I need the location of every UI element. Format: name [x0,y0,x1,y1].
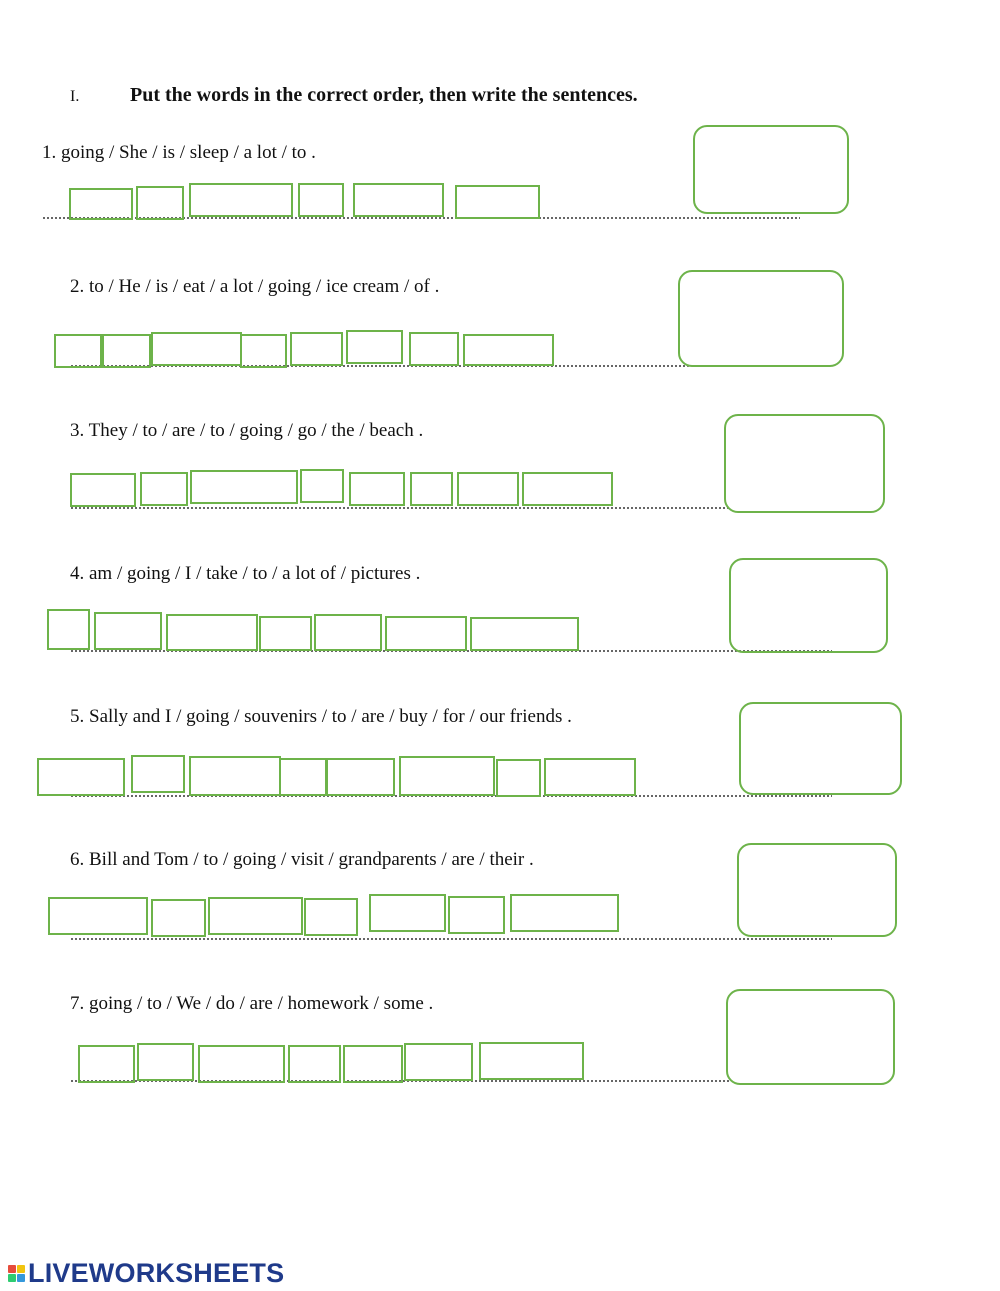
word-slot-3-6[interactable] [410,472,453,506]
question-7-text: 7. going / to / We / do / are / homework / some . [70,993,434,1014]
word-slot-2-4[interactable] [240,334,287,368]
word-slot-7-1[interactable] [78,1045,135,1083]
word-slot-7-5[interactable] [343,1045,403,1083]
logo-text: LIVEWORKSHEETS [28,1258,285,1288]
answer-box-7[interactable] [726,989,895,1085]
word-slot-2-1[interactable] [54,334,102,368]
word-slot-5-5[interactable] [326,758,395,796]
word-slot-6-3[interactable] [208,897,303,935]
word-slot-1-3[interactable] [189,183,293,217]
answer-box-3[interactable] [724,414,885,513]
word-slot-5-7[interactable] [496,759,541,797]
section-number: I. [70,88,80,105]
question-1-text: 1. going / She / is / sleep / a lot / to . [42,142,316,163]
word-slot-3-3[interactable] [190,470,298,504]
question-4-text: 4. am / going / I / take / to / a lot of / pictures . [70,563,421,584]
word-slot-3-5[interactable] [349,472,405,506]
word-slot-2-3[interactable] [151,332,242,366]
word-slot-1-2[interactable] [136,186,184,220]
word-slot-3-1[interactable] [70,473,136,507]
word-slot-7-3[interactable] [198,1045,285,1083]
answer-line-3 [70,506,730,510]
liveworksheets-logo [8,1258,284,1289]
word-slot-4-3[interactable] [166,614,258,651]
word-slot-1-6[interactable] [455,185,540,219]
word-slot-6-1[interactable] [48,897,148,935]
word-slot-6-6[interactable] [448,896,505,934]
word-slot-2-7[interactable] [409,332,459,366]
answer-box-1[interactable] [693,125,849,214]
instruction-heading: Put the words in the correct order, then write the sentences. [130,84,638,106]
word-slot-3-4[interactable] [300,469,344,503]
word-slot-4-4[interactable] [259,616,312,651]
word-slot-2-5[interactable] [290,332,343,366]
question-5-text: 5. Sally and I / going / souvenirs / to / are / buy / for / our friends . [70,706,572,727]
question-3-text: 3. They / to / are / to / going / go / the / beach . [70,420,424,441]
word-slot-7-4[interactable] [288,1045,341,1083]
answer-line-6 [70,937,832,941]
word-slot-6-4[interactable] [304,898,358,936]
word-slot-1-1[interactable] [69,188,133,220]
word-slot-4-1[interactable] [47,609,90,650]
answer-box-2[interactable] [678,270,844,367]
word-slot-6-2[interactable] [151,899,206,937]
word-slot-3-7[interactable] [457,472,519,506]
word-slot-6-7[interactable] [510,894,619,932]
word-slot-5-6[interactable] [399,756,495,796]
word-slot-4-6[interactable] [385,616,467,651]
word-slot-7-6[interactable] [404,1043,473,1081]
word-slot-5-4[interactable] [279,758,327,796]
answer-box-4[interactable] [729,558,888,653]
word-slot-5-8[interactable] [544,758,636,796]
word-slot-4-5[interactable] [314,614,382,651]
word-slot-5-3[interactable] [189,756,281,796]
answer-box-5[interactable] [739,702,902,795]
word-slot-4-7[interactable] [470,617,579,651]
word-slot-7-2[interactable] [137,1043,194,1081]
word-slot-3-8[interactable] [522,472,613,506]
answer-box-6[interactable] [737,843,897,937]
word-slot-7-7[interactable] [479,1042,584,1080]
word-slot-2-6[interactable] [346,330,403,364]
word-slot-2-8[interactable] [463,334,554,366]
question-6-text: 6. Bill and Tom / to / going / visit / grandparents / are / their . [70,849,534,870]
word-slot-2-2[interactable] [102,334,151,368]
word-slot-1-4[interactable] [298,183,344,217]
word-slot-1-5[interactable] [353,183,444,217]
word-slot-3-2[interactable] [140,472,188,506]
word-slot-6-5[interactable] [369,894,446,932]
word-slot-5-2[interactable] [131,755,185,793]
question-2-text: 2. to / He / is / eat / a lot / going / ice cream / of . [70,276,440,297]
logo-blocks-icon [8,1265,25,1282]
word-slot-5-1[interactable] [37,758,125,796]
word-slot-4-2[interactable] [94,612,162,650]
